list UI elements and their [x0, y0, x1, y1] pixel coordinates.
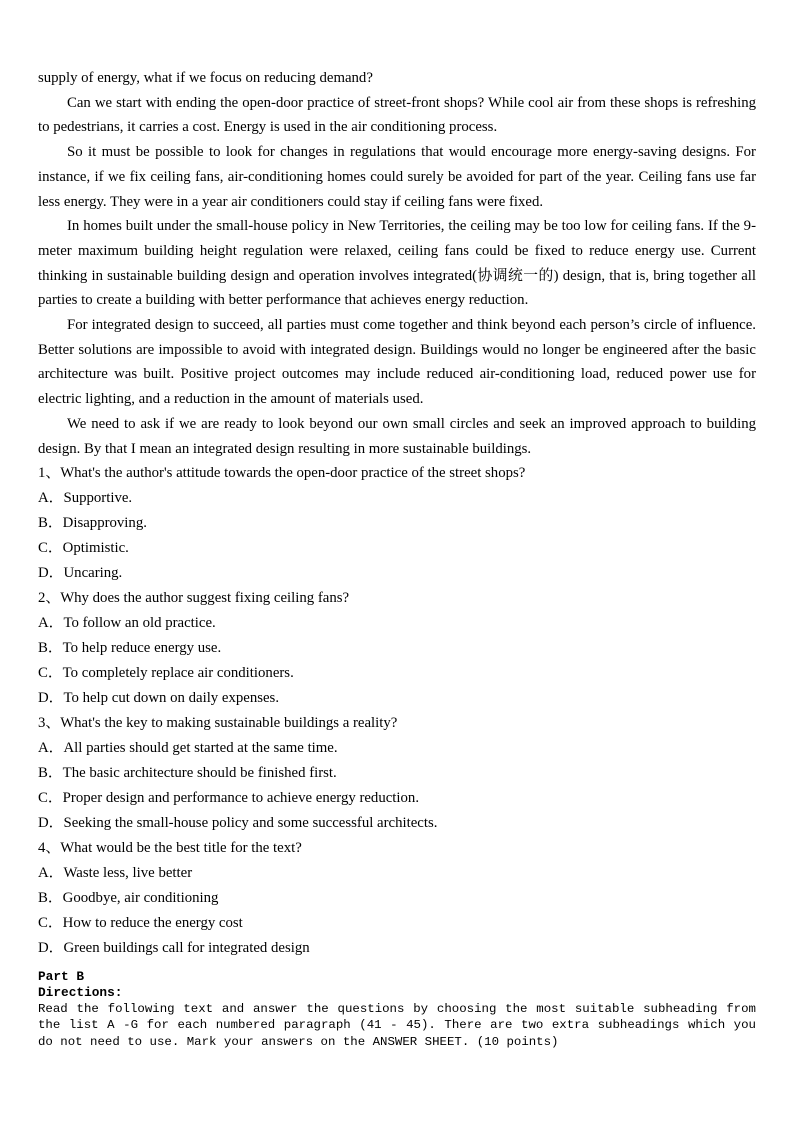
paragraph: We need to ask if we are ready to look beyond our own small circles and seek an improved approach to building design. By that I mean an integrated design resulting in more sustainable buildings.	[38, 415, 756, 457]
question-1-prompt: 1、What's the author's attitude towards the open-door practice of the street shops?	[38, 465, 526, 482]
question-1-option-a: A．Supportive.	[38, 490, 133, 507]
question-2-option-d: D．To help cut down on daily expenses.	[38, 690, 280, 707]
paragraph: So it must be possible to look for changes in regulations that would encourage more energy-saving designs. For instance, if we fix ceiling fans, air-conditioning homes could surely be avoided for part of the year. Ceiling fans use far less energy. They were in a year air conditioners could stay if ceiling fans were fixed.	[38, 144, 756, 210]
question-3-option-c: C．Proper design and performance to achieve energy reduction.	[38, 790, 420, 807]
paragraph: supply of energy, what if we focus on reducing demand?	[38, 70, 373, 86]
question-3-prompt: 3、What's the key to making sustainable buildings a reality?	[38, 715, 398, 732]
question-3-option-a: A．All parties should get started at the same time.	[38, 740, 338, 757]
part-b-section	[38, 969, 756, 1050]
question-block-3	[38, 711, 756, 836]
question-4-option-b: B．Goodbye, air conditioning	[38, 890, 219, 907]
question-2-option-c: C．To completely replace air conditioners.	[38, 665, 294, 682]
paragraph: Can we start with ending the open-door practice of street-front shops? While cool air from these shops is refreshing to pedestrians, it carries a cost. Energy is used in the air conditioning process.	[38, 94, 756, 136]
paragraph: In homes built under the small-house policy in New Territories, the ceiling may be too low for ceiling fans. If the 9-meter maximum building height regulation were relaxed, ceiling fans could be fixed to reduce energy use. Current thinking in sustainable building design and operation involves integrated(协调统一的) design, that is, bring together all parties to create a building with better performance that achieves energy reduction.	[38, 218, 756, 309]
question-1-option-b: B．Disapproving.	[38, 515, 147, 532]
question-block-4	[38, 836, 756, 961]
question-4-option-c: C．How to reduce the energy cost	[38, 915, 243, 932]
directions-label: Directions:	[38, 985, 123, 1001]
question-3-option-b: B．The basic architecture should be finished first.	[38, 765, 337, 782]
question-4-option-d: D．Green buildings call for integrated design	[38, 940, 310, 957]
question-2-option-b: B．To help reduce energy use.	[38, 640, 222, 657]
question-2-option-a: A．To follow an old practice.	[38, 615, 216, 632]
question-4-prompt: 4、What would be the best title for the text?	[38, 840, 302, 857]
part-b-heading: Part B	[38, 969, 85, 985]
question-block-2	[38, 586, 756, 711]
paragraph: For integrated design to succeed, all parties must come together and think beyond each person’s circle of influence. Better solutions are impossible to avoid with integrated design. Buildings would no longer be engineered after the basic architecture was built. Positive project outcomes may include reduced air-conditioning load, reduced power use for electric lighting, and a reduction in the amount of materials used.	[38, 317, 756, 408]
question-2-prompt: 2、Why does the author suggest fixing ceiling fans?	[38, 590, 350, 607]
question-1-option-d: D．Uncaring.	[38, 565, 123, 582]
directions-text: Read the following text and answer the questions by choosing the most suitable subheading from the list A -G for each numbered paragraph (41 - 45). There are two extra subheadings which you do not need to use. Mark your answers on the ANSWER SHEET. (10 points)	[38, 1002, 756, 1049]
question-3-option-d: D．Seeking the small-house policy and some successful architects.	[38, 815, 438, 832]
question-4-option-a: A．Waste less, live better	[38, 865, 193, 882]
question-block-1	[38, 461, 756, 586]
question-1-option-c: C．Optimistic.	[38, 540, 129, 557]
